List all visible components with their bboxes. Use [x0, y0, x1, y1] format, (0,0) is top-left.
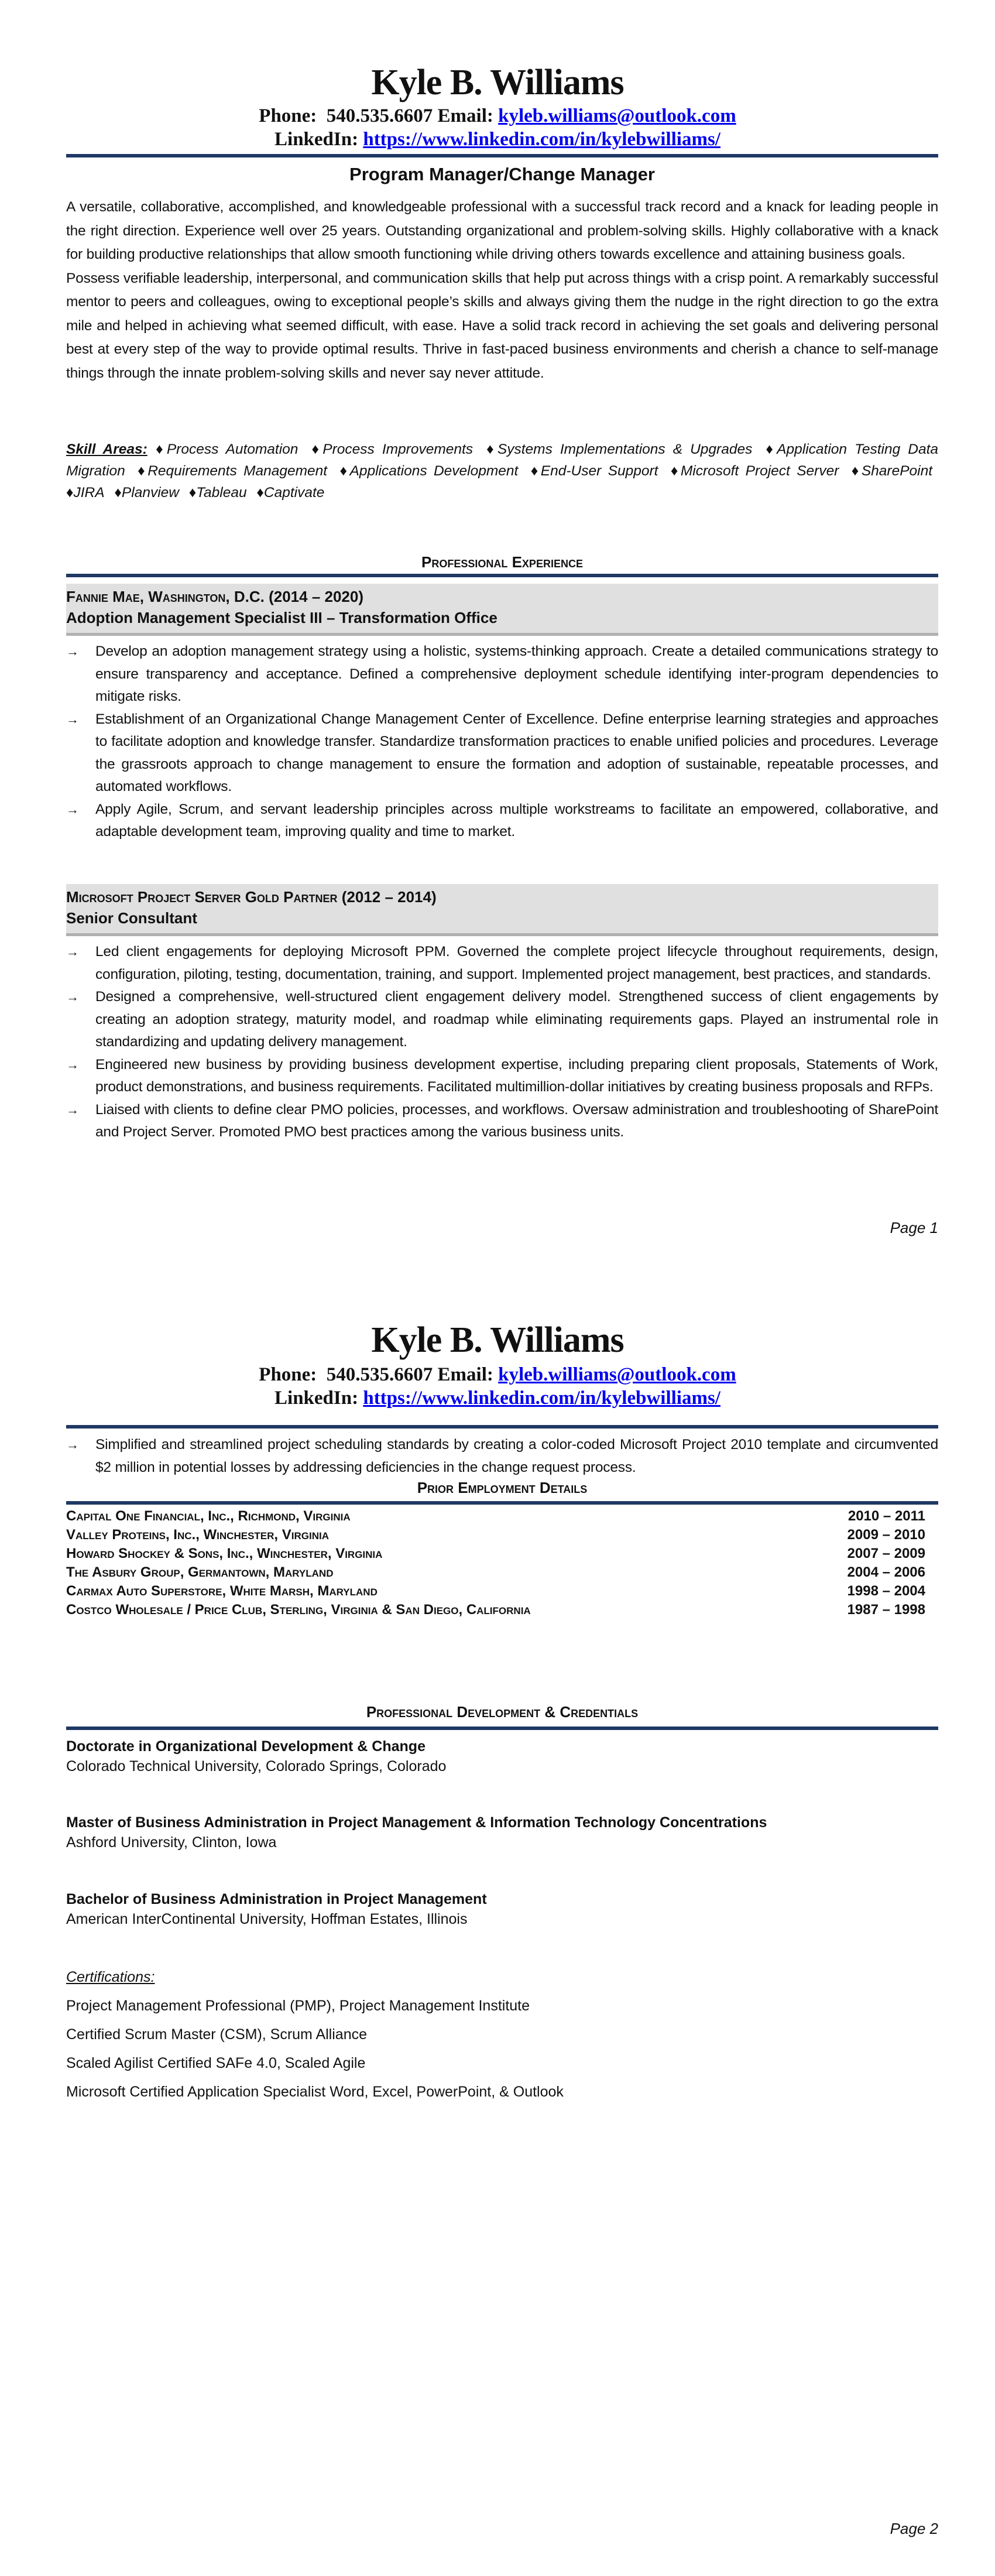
bullet-item — [66, 986, 938, 1054]
bullet-item — [66, 941, 938, 986]
contact-line — [0, 104, 995, 128]
employer: Valley Proteins, Inc., Winchester, Virginia — [66, 1527, 329, 1543]
bullet-text: Simplified and streamlined project scheduling standards by creating a color-coded Microsoft Project 2010 template and circumvented $2 million in potential losses by addressing deficiencies in the change request process. — [95, 1437, 938, 1475]
linkedin-link[interactable]: https://www.linkedin.com/in/kylebwilliams/ — [363, 129, 720, 150]
arrow-bullet-icon: → — [66, 1437, 79, 1452]
summary-paragraph: A versatile, collaborative, accomplished, and knowledgeable professional with a successful track record and a knack for leading people in the right direction. Experience well over 25 years. Outstanding organizational and problem-solving skills. Highly collaborative with a knack for building productive relationships that allow smooth functioning while driving others towards excellence and attaining business goals. — [66, 199, 938, 262]
employment-years: 1987 – 1998 — [847, 1602, 925, 1618]
bullet-text: Liaised with clients to define clear PMO policies, processes, and workflows. Oversaw administration and troubleshooting of SharePoint and Project Server. Promoted PMO best practices among the various business units. — [95, 1101, 938, 1140]
summary-section — [66, 196, 938, 385]
skill-item: ♦Application Testing Data Migration — [66, 441, 939, 479]
employment-row — [66, 1526, 938, 1544]
certification-item: Project Management Professional (PMP), Project Management Institute — [66, 1998, 530, 2014]
employer: Costco Wholesale / Price Club, Sterling, Virginia & San Diego, California — [66, 1602, 531, 1618]
job-company: Fannie Mae, Washington, D.C. (2014 – 2020) — [66, 588, 364, 605]
prior-employment-list — [66, 1507, 938, 1619]
arrow-bullet-icon: → — [66, 801, 79, 817]
skill-item: ♦Applications Development — [339, 463, 519, 479]
experience-heading: Professional Experience — [421, 553, 583, 571]
employer: Capital One Financial, Inc., Richmond, Virginia — [66, 1508, 351, 1524]
skill-item: ♦Captivate — [256, 485, 325, 501]
employment-row — [66, 1601, 938, 1619]
employment-row — [66, 1582, 938, 1601]
experience-divider — [66, 574, 938, 577]
employment-years: 2010 – 2011 — [848, 1508, 925, 1524]
bullet-item — [66, 799, 938, 844]
skill-item: ♦Process Automation — [152, 441, 298, 457]
skill-item: ♦JIRA — [66, 485, 105, 501]
job-header — [66, 884, 938, 936]
header-divider — [66, 154, 938, 157]
skill-item: ♦Planview — [114, 485, 179, 501]
bullet-text: Engineered new business by providing business development expertise, including preparing client proposals, Statements of Work, product demonstrations, and business requirements. Facilitated multimillion-dollar initiatives by creating business proposals and RFPs. — [95, 1056, 938, 1095]
arrow-bullet-icon: → — [66, 1057, 79, 1072]
contact-line — [0, 1363, 995, 1386]
bullet-item — [66, 1099, 938, 1144]
bullet-text: Establishment of an Organizational Change Management Center of Excellence. Define enterprise learning strategies and approaches to facilitate adoption and knowledge transfer. Standardize transformation practices to enable unified policies and procedures. Leverage the grassroots approach to change management to ensure the formation and adoption of sustainable, repeatable processes, and automated workflows. — [95, 711, 938, 794]
summary-title: Program Manager/Change Manager — [349, 164, 655, 184]
candidate-name: Kyle B. Williams — [371, 1320, 624, 1360]
page-number: Page 2 — [890, 2520, 938, 2537]
certification-item: Certified Scrum Master (CSM), Scrum Alliance — [66, 2026, 368, 2043]
continued-bullets — [66, 1434, 938, 1479]
arrow-bullet-icon: → — [66, 711, 79, 727]
bullet-text: Apply Agile, Scrum, and servant leadership principles across multiple workstreams to facilitate an empowered, collaborative, and adaptable development team, improving quality and time to market. — [95, 801, 938, 840]
linkedin-link[interactable]: https://www.linkedin.com/in/kylebwilliams/ — [363, 1388, 720, 1409]
job-header-bar — [66, 633, 938, 636]
arrow-bullet-icon: → — [66, 944, 79, 959]
arrow-bullet-icon: → — [66, 1102, 79, 1117]
email-link[interactable]: kyleb.williams@outlook.com — [498, 105, 736, 126]
skill-item: ♦Requirements Management — [138, 463, 328, 479]
prior-employment-heading: Prior Employment Details — [417, 1479, 588, 1496]
phone-number: 540.535.6607 — [326, 105, 433, 126]
employment-row — [66, 1544, 938, 1563]
prior-employment-divider — [66, 1501, 938, 1505]
job-role: Senior Consultant — [66, 909, 197, 927]
linkedin-line — [0, 1386, 995, 1410]
linkedin-line — [0, 128, 995, 151]
email-label: Email: — [437, 105, 493, 126]
job-fannie-mae — [66, 584, 938, 844]
certification-item: Scaled Agilist Certified SAFe 4.0, Scaled Agile — [66, 2055, 366, 2071]
degree-title: Bachelor of Business Administration in Project Management — [66, 1891, 487, 1907]
job-microsoft-partner — [66, 884, 938, 1144]
linkedin-label: LinkedIn: — [275, 1388, 359, 1409]
arrow-bullet-icon: → — [66, 989, 79, 1004]
bullet-item — [66, 708, 938, 799]
employer: Carmax Auto Superstore, White Marsh, Maryland — [66, 1583, 378, 1599]
employment-years: 2004 – 2006 — [847, 1564, 925, 1580]
job-company: Microsoft Project Server Gold Partner (2012 – 2014) — [66, 888, 437, 906]
employer: Howard Shockey & Sons, Inc., Winchester, Virginia — [66, 1546, 383, 1561]
degree-school: Ashford University, Clinton, Iowa — [66, 1834, 277, 1851]
skill-item: ♦Tableau — [188, 485, 247, 501]
certifications — [66, 1967, 938, 2102]
skill-areas-label: Skill Areas: — [66, 441, 147, 457]
arrow-bullet-icon: → — [66, 644, 79, 659]
email-label: Email: — [437, 1364, 493, 1385]
skill-areas — [66, 439, 938, 503]
bullet-text: Designed a comprehensive, well-structured client engagement delivery model. Strengthened success of client engagements by creating an adoption strategy, maturity model, and roadmap while eliminating requirements gaps. Played an instrumental role in standardizing and updating delivery management. — [95, 989, 938, 1050]
certification-item: Microsoft Certified Application Specialist Word, Excel, PowerPoint, & Outlook — [66, 2084, 564, 2100]
skill-item: ♦End-User Support — [530, 463, 658, 479]
phone-number: 540.535.6607 — [326, 1364, 433, 1385]
candidate-name: Kyle B. Williams — [371, 63, 624, 102]
job-role: Adoption Management Specialist III – Transformation Office — [66, 609, 498, 626]
header-divider — [66, 1425, 938, 1429]
page-number: Page 1 — [890, 1219, 938, 1236]
summary-paragraph: Possess verifiable leadership, interpersonal, and communication skills that help put across things with a crisp point. A remarkably successful mentor to peers and colleagues, owing to exceptional people’s skills and always giving them the nudge in the right direction to go the extra mile and helped in achieving what seemed difficult, with ease. Have a solid track record in achieving the set goals and delivering personal best at every step of the way to provide optimal results. Thrive in fast-paced business environments and cherish a chance to self-manage things through the innate problem-solving skills and never say never attitude. — [66, 270, 938, 381]
degree-school: Colorado Technical University, Colorado Springs, Colorado — [66, 1758, 447, 1775]
bullet-item — [66, 1434, 938, 1479]
linkedin-label: LinkedIn: — [275, 129, 359, 150]
bullet-item — [66, 640, 938, 708]
employment-years: 2007 – 2009 — [847, 1546, 925, 1561]
education-heading: Professional Development & Credentials — [366, 1703, 639, 1721]
bullet-text: Develop an adoption management strategy using a holistic, systems-thinking approach. Create a detailed communications strategy to ensure transparency and acceptance. Defined a comprehensive deployment schedule identifying inter-program dependencies to mitigate risks. — [95, 643, 938, 704]
degree-title: Doctorate in Organizational Development & Change — [66, 1738, 426, 1755]
skill-item: ♦Process Improvements — [311, 441, 474, 457]
email-link[interactable]: kyleb.williams@outlook.com — [498, 1364, 736, 1385]
employment-years: 2009 – 2010 — [847, 1527, 925, 1543]
phone-label: Phone: — [259, 105, 317, 126]
bullet-item — [66, 1054, 938, 1099]
degree-entry — [66, 1736, 938, 1776]
job-header — [66, 584, 938, 636]
education-divider — [66, 1727, 938, 1730]
skill-item: ♦Systems Implementations & Upgrades — [486, 441, 753, 457]
degree-entry — [66, 1813, 938, 1852]
degree-title: Master of Business Administration in Project Management & Information Technology Concentrations — [66, 1814, 767, 1831]
employment-row — [66, 1563, 938, 1582]
bullet-text: Led client engagements for deploying Microsoft PPM. Governed the complete project lifecycle throughout requirements, design, configuration, piloting, testing, documentation, training, and support. Implemented project management, best practices, and standards. — [95, 944, 938, 982]
degree-school: American InterContinental University, Hoffman Estates, Illinois — [66, 1911, 468, 1927]
degree-entry — [66, 1889, 938, 1929]
skill-item: ♦SharePoint — [851, 463, 933, 479]
certifications-heading: Certifications: — [66, 1969, 155, 1985]
employer: The Asbury Group, Germantown, Maryland — [66, 1564, 334, 1580]
job-header-bar — [66, 933, 938, 936]
employment-row — [66, 1507, 938, 1526]
skill-item: ♦Microsoft Project Server — [670, 463, 839, 479]
employment-years: 1998 – 2004 — [847, 1583, 925, 1599]
phone-label: Phone: — [259, 1364, 317, 1385]
